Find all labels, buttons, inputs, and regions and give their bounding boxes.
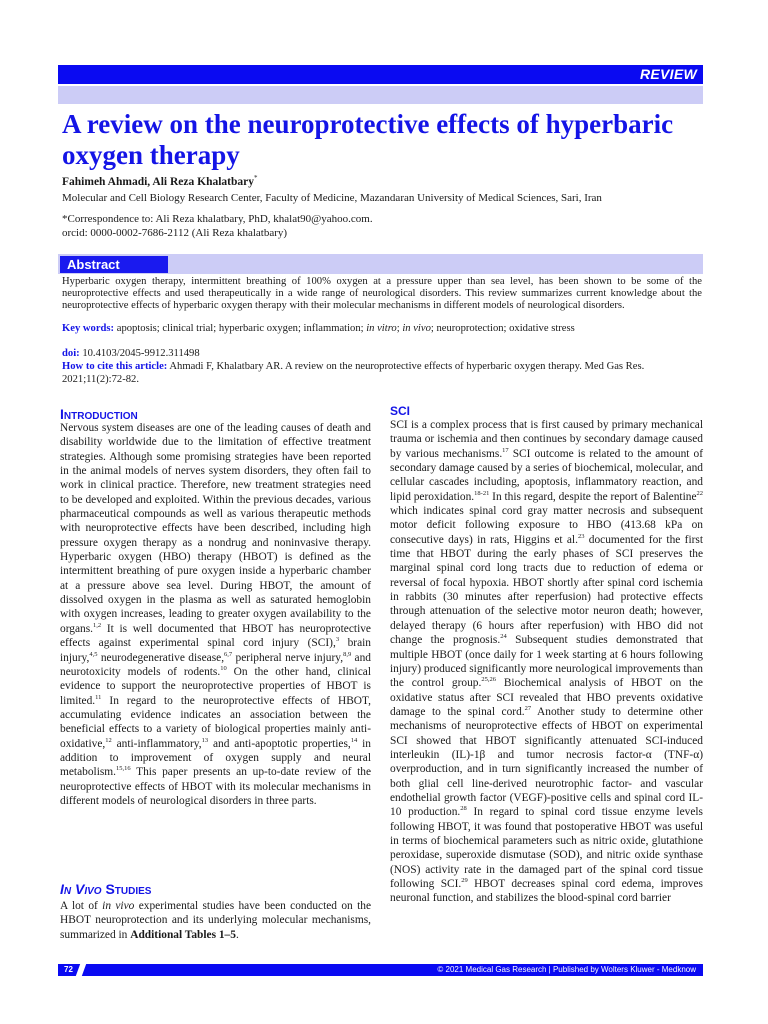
sci-paragraph [390,418,703,906]
ref[interactable]: 6,7 [224,650,233,658]
page-number: 72 [64,965,73,974]
review-banner [58,65,703,84]
ref[interactable]: 27 [524,705,532,713]
ref[interactable]: 18-21 [474,489,490,497]
doi-label: doi: [62,348,80,359]
citation [62,360,702,386]
in-vivo-paragraph [60,899,371,942]
additional-tables-link[interactable]: Additional Tables 1–5 [130,928,236,941]
intro-text: On the other hand, clinical evidence to support the neuroprotective properties of HBOT is limited. [60,665,371,707]
author-list [62,176,258,188]
abstract-heading: Abstract [60,256,168,273]
keywords-sep: ; [396,323,403,334]
intro-text: in addition to improvement of oxygen supply and neural metabolism. [60,737,371,779]
ref[interactable]: 29 [461,877,468,885]
abstract-header-bar [58,254,703,274]
keywords [62,323,702,334]
ref[interactable]: 12 [105,736,112,744]
doi [62,348,200,359]
sci-text: which indicates spinal cord gray matter necrosis and subsequent motor deficit following exposure to HBO (413.68 kPa on consecutive days) in rats, Higgins et al. [390,505,703,546]
in-vivo-heading-rest: Studies [101,881,152,897]
ref[interactable]: 28 [460,805,467,813]
ref[interactable]: 25,26 [481,676,496,684]
article-type-label: REVIEW [639,66,697,82]
ref[interactable]: 13 [201,736,209,744]
ref[interactable]: 3 [335,636,340,644]
footer-bar [58,964,703,976]
introduction-heading: Introduction [60,406,138,422]
sci-text: SCI outcome is related to the amount of secondary damage caused by a series of biochemical, molecular, and cellular cascades including, apoptosis, inflammatory reaction, and lipid peroxidation. [390,447,703,503]
orcid: orcid: 0000-0002-7686-2112 (Ali Reza khalatbary) [62,227,288,239]
sci-text: Biochemical analysis of HBOT on the oxidative status after SCI revealed that HBO prevents oxidative damage to the spinal cord. [390,677,703,718]
correspondence: *Correspondence to: Ali Reza khalatbary, PhD, khalat90@yahoo.com. [62,213,373,225]
sci-heading: SCI [390,404,411,418]
ref[interactable]: 17 [502,446,509,454]
sci-text: documented for the first time that HBOT during the early phases of SCI preserves the marginal spinal cord long tracts due to reduction of edema or reversal of focal hypoxia. HBOT shortly after spinal cord ischemia in rabbits (30 minutes after reperfusion) had protective effects through attenuation of the selective motor neuron death; however, delayed therapy (6 hours after reperfusion) with HBO did not change the prognosis. [390,533,703,647]
doi-link[interactable]: 10.4103/2045-9912.311498 [79,348,200,359]
header-decor-bar [58,86,703,104]
ref[interactable]: 8,9 [343,650,352,658]
cite-text: Ahmadi F, Khalatbary AR. A review on the neuroprotective effects of hyperbaric oxygen therapy. Med Gas Res. 2021;11(2):72-82. [62,361,645,385]
page-number-notch [76,964,86,976]
ref[interactable]: 23 [577,532,585,540]
affiliation: Molecular and Cell Biology Research Center, Faculty of Medicine, Mazandaran University of Medical Sciences, Sari, Iran [62,192,602,204]
vivo-italic: in vivo [102,900,135,912]
intro-text: peripheral nerve injury, [232,651,344,664]
author-mark: * [254,174,258,183]
article-title: A review on the neuroprotective effects of hyperbaric oxygen therapy [62,109,674,170]
intro-text: and anti-apoptotic properties, [208,737,351,750]
intro-text: neurodegenerative disease, [97,651,225,664]
keywords-italic1: in vitro [366,323,397,334]
intro-text: This paper presents an up-to-date review of the neuroprotective effects of HBOT with its molecular mechanisms in different models of neurological disorders in three parts. [60,766,371,807]
intro-text: It is well documented that HBOT has neuroprotective effects against experimental spinal cord injury (SCI), [60,622,371,650]
ref[interactable]: 24 [500,633,507,641]
intro-text: anti-inflammatory, [111,737,202,750]
ref[interactable]: 4,5 [89,650,98,658]
sci-text: SCI is a complex process that is first caused by primary mechanical trauma or ischemia and then continues by secondary damage caused by various mechanisms. [390,419,703,460]
ref[interactable]: 15,16 [116,765,131,773]
intro-text: brain injury, [60,637,371,664]
ref[interactable]: 22 [696,489,704,497]
vivo-text: experimental studies have been conducted on the HBOT neuroprotection and its underlying molecular mechanisms, summarized in [60,900,371,941]
sci-text: In regard to spinal cord tissue enzyme levels following HBOT, it was found that postoperative HBOT was useful in terms of biochemical parameters such as nitric oxide, glutathione peroxidase, superoxide dismutase (SOD), and nitric oxide synthase (NOS) activity rate in the damaged part of the spinal cord tissue following SCI. [390,806,703,890]
ref[interactable]: 14 [350,736,358,744]
keywords-italic2: in vivo [402,323,431,334]
in-vivo-heading [60,881,151,897]
authors-text: Fahimeh Ahmadi, Ali Reza Khalatbary [62,176,254,188]
ref[interactable]: 10 [220,665,227,673]
intro-text: In regard to the neuroprotective effects of HBOT, accumulating evidence indicates an association between the beneficial effects to a variety of biological properties mainly anti-oxidative, [60,694,371,750]
sci-text: HBOT decreases spinal cord edema, improves neuronal function, and stabilizes the blood-spinal cord barrier [390,878,703,905]
in-vivo-heading-italic: In Vivo [60,881,102,897]
abstract-text: Hyperbaric oxygen therapy, intermittent breathing of 100% oxygen at a pressure upper than sea level, has been shown to be some of the neuroprotective effects and used therapeutically in a wide range of neurological disorders. This review summarizes current knowledge about the neuroprotective effects of hyperbaric oxygen therapy with their molecular mechanisms in different models of neurological disorders. [62,276,702,312]
cite-label: How to cite this article: [62,361,168,372]
sci-text: Another study to determine other mechanisms of neuroprotective effects of HBOT on experimental SCI showed that HBOT significantly attenuated SCI-induced interleukin (IL)-1β and tumor necrosis factor-α (TNF-α) overproduction, and in turn significantly increased the number of both glial cell line-derived neurotrophic factor- and vascular endothelial growth factor (VEGF)-positive cells and spinal cord IL-10 production. [390,705,703,819]
intro-text: and neurotoxicity models of rodents. [60,651,371,678]
vivo-text: . [235,928,239,941]
sci-text: In this regard, despite the report of Balentine [489,490,697,503]
vivo-text: A lot of [60,900,103,912]
introduction-paragraph [60,421,371,808]
keywords-part2: ; neuroprotection; oxidative stress [430,323,575,334]
ref[interactable]: 1,2 [93,622,102,630]
ref[interactable]: 11 [95,693,102,701]
sci-text: Subsequent studies demonstrated that multiple HBOT (once daily for 1 week starting at 6 hours following injury) produced significantly more neurological improvements than the control group. [390,634,704,690]
keywords-label: Key words: [62,323,115,334]
keywords-part1: apoptosis; clinical trial; hyperbaric oxygen; inflammation; [114,323,367,334]
intro-text: Nervous system diseases are one of the leading causes of death and disability worldwide due to the limitation of effective treatment strategies. Although some promising strategies have been reported in the animal models of nerves system disorders, they often fail to work in clinical practice. Therefore, new treatment strategies need to be developed and exploited. Within the previous decades, various pharmaceutical compounds as well as various therapeutic methods with neuroprotective effects have been described, including high pressure oxygen therapy as a nondrug and noninvasive therapy. Hyperbaric oxygen (HBO) therapy (HBOT) is defined as the intermittent breathing of pure oxygen inside a hyperbaric chamber at a pressure above sea level. During HBOT, the amount of dissolved oxygen in the plasma as well as saturated hemoglobin with oxygen increases, leading to greater oxygen availability to the organs. [60,422,371,635]
footer-copyright: © 2021 Medical Gas Research | Published by Wolters Kluwer - Medknow [437,965,696,974]
